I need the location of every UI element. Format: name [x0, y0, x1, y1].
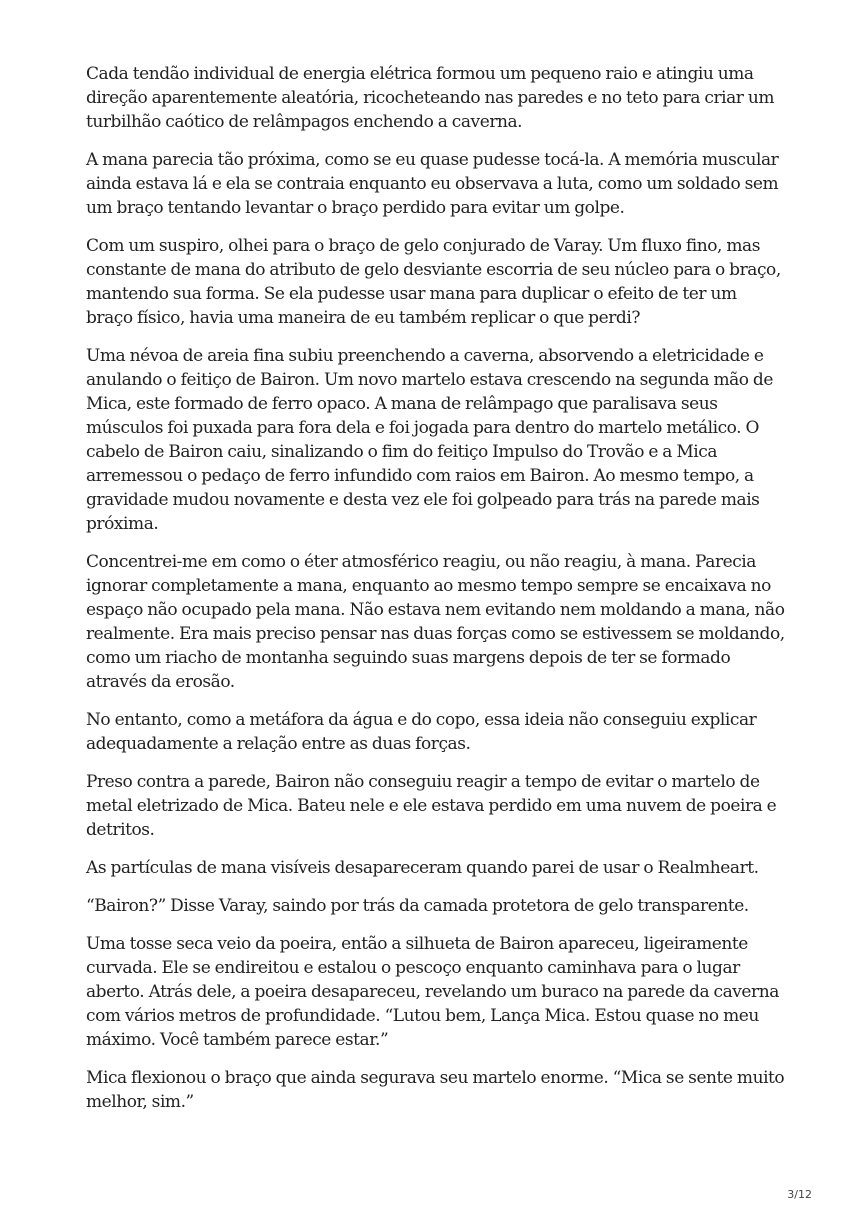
paragraph: Com um suspiro, olhei para o braço de gelo conjurado de Varay. Um fluxo fino, mas constante de mana do atributo de gelo desviante escorria de seu núcleo para o braço, mantendo sua forma. Se ela pudesse usar mana para duplicar o efeito de ter um braço físico, havia uma maneira de eu também replicar o que perdi? [86, 236, 781, 328]
paragraph: Concentrei-me em como o éter atmosférico reagiu, ou não reagiu, à mana. Parecia ignorar completamente a mana, enquanto ao mesmo tempo sempre se encaixava no espaço não ocupado pela mana. Não estava nem evitando nem moldando a mana, não realmente. Era mais preciso pensar nas duas forças como se estivessem se moldando, como um riacho de montanha seguindo suas margens depois de ter se formado através da erosão. [86, 552, 785, 692]
paragraph: Uma névoa de areia fina subiu preenchendo a caverna, absorvendo a eletricidade e anulando o feitiço de Bairon. Um novo martelo estava crescendo na segunda mão de Mica, este formado de ferro opaco. A mana de relâmpago que paralisava seus músculos foi puxada para fora dela e foi jogada para dentro do martelo metálico. O cabelo de Bairon caiu, sinalizando o fim do feitiço Impulso do Trovão e a Mica arremessou o pedaço de ferro infundido com raios em Bairon. Ao mesmo tempo, a gravidade mudou novamente e desta vez ele foi golpeado para trás na parede mais próxima. [86, 346, 773, 534]
paragraph: No entanto, como a metáfora da água e do copo, essa ideia não conseguiu explicar adequadamente a relação entre as duas forças. [86, 710, 757, 754]
paragraph: A mana parecia tão próxima, como se eu quase pudesse tocá-la. A memória muscular ainda estava lá e ela se contraia enquanto eu observava a luta, como um soldado sem um braço tentando levantar o braço perdido para evitar um golpe. [86, 150, 779, 218]
paragraph: Preso contra a parede, Bairon não conseguiu reagir a tempo de evitar o martelo de metal eletrizado de Mica. Bateu nele e ele estava perdido em uma nuvem de poeira e detritos. [86, 772, 777, 840]
paragraph: Cada tendão individual de energia elétrica formou um pequeno raio e atingiu uma direção aparentemente aleatória, ricocheteando nas paredes e no teto para criar um turbilhão caótico de relâmpagos enchendo a caverna. [86, 64, 774, 132]
paragraph: Uma tosse seca veio da poeira, então a silhueta de Bairon apareceu, ligeiramente curvada. Ele se endireitou e estalou o pescoço enquanto caminhava para o lugar aberto. Atrás dele, a poeira desapareceu, revelando um buraco na parede da caverna com vários metros de profundidade. “Lutou bem, Lança Mica. Estou quase no meu máximo. Você também parece estar.” [86, 934, 779, 1050]
paragraph: “Bairon?” Disse Varay, saindo por trás da camada protetora de gelo transparente. [86, 896, 749, 916]
page-number: 3/12 [787, 1188, 812, 1201]
paragraph: As partículas de mana visíveis desapareceram quando parei de usar o Realmheart. [86, 858, 759, 878]
document-body [86, 62, 786, 1128]
paragraph: Mica flexionou o braço que ainda segurava seu martelo enorme. “Mica se sente muito melhor, sim.” [86, 1068, 785, 1112]
